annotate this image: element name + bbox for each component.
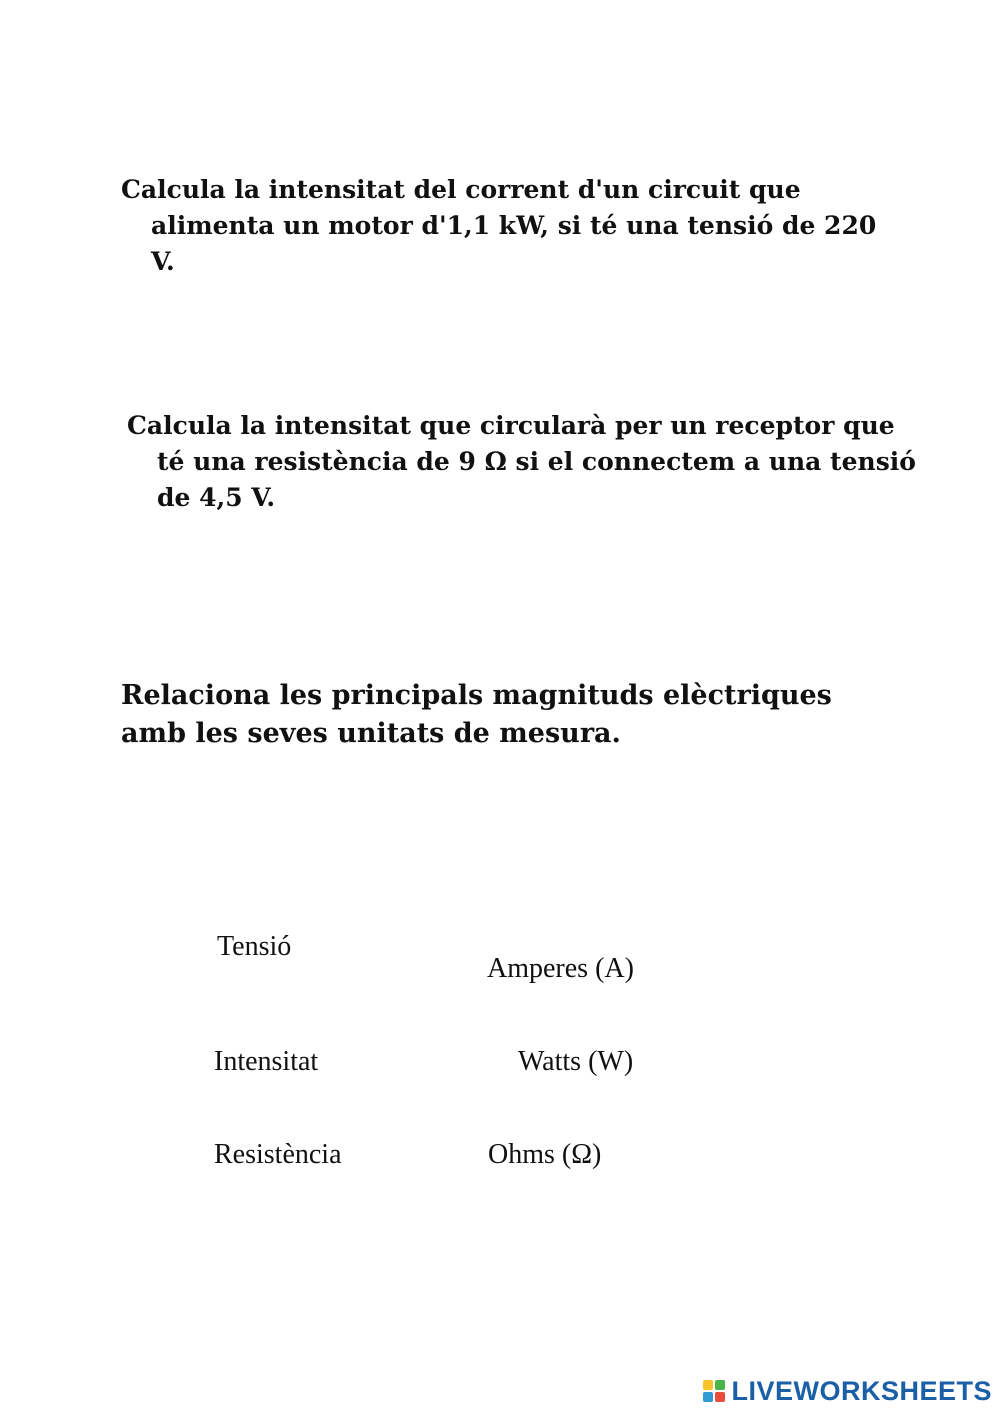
unit-ohms[interactable]: Ohms (Ω) xyxy=(488,1139,602,1170)
question-2: Calcula la intensitat que circularà per un receptor que té una resistència de 9 Ω si el connectem a una tensió de 4,5 V. xyxy=(127,411,916,512)
magnitude-resistencia[interactable]: Resistència xyxy=(214,1139,342,1170)
brand-name: LIVEWORKSHEETS xyxy=(731,1376,992,1406)
unit-watts[interactable]: Watts (W) xyxy=(518,1046,634,1077)
magnitude-intensitat[interactable]: Intensitat xyxy=(214,1046,319,1077)
liveworksheets-logo-icon xyxy=(703,1380,727,1404)
unit-amperes[interactable]: Amperes (A) xyxy=(487,953,634,984)
question-3: Relaciona les principals magnituds elèctriques amb les seves unitats de mesura. xyxy=(121,680,832,749)
magnitude-tensio[interactable]: Tensió xyxy=(217,931,292,962)
brand-watermark xyxy=(703,1376,992,1407)
question-1: Calcula la intensitat del corrent d'un circuit que alimenta un motor d'1,1 kW, si té una tensió de 220 V. xyxy=(121,175,877,276)
